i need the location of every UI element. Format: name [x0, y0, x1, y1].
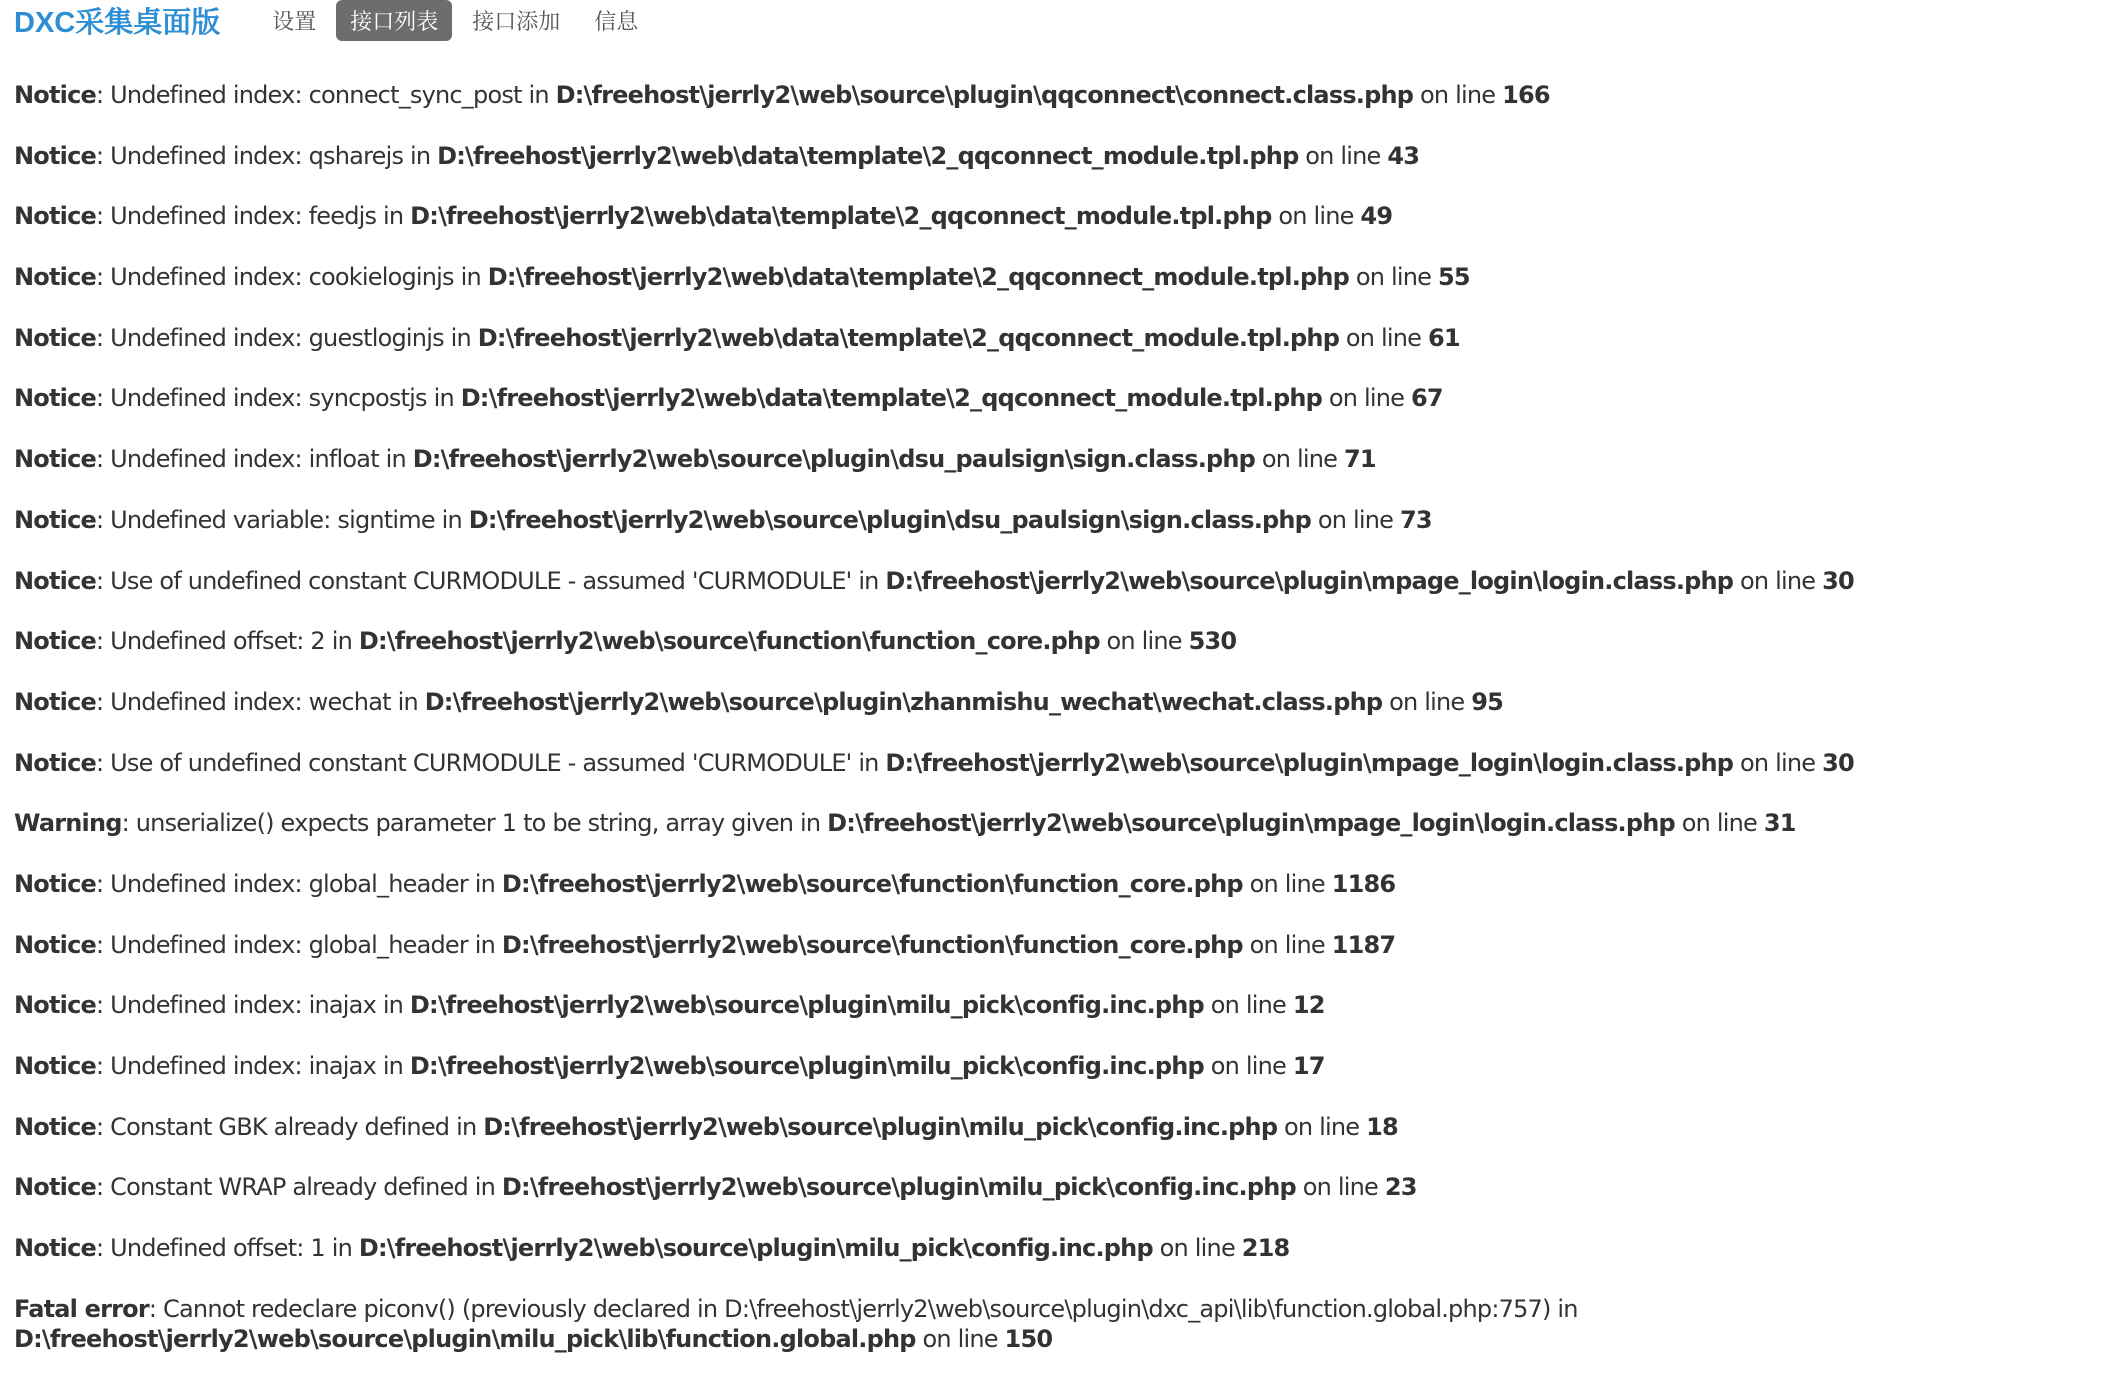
message-file: D:\freehost\jerrly2\web\source\plugin\mpage_login\login.class.php	[827, 809, 1675, 838]
message-file: D:\freehost\jerrly2\web\data\template\2_qqconnect_module.tpl.php	[460, 384, 1323, 413]
log-message: Notice: Use of undefined constant CURMODULE - assumed 'CURMODULE' in D:\freehost\jerrly2\web\source\plugin\mpage_login\login.class.php on line 30	[14, 748, 1854, 777]
message-line: 218	[1241, 1234, 1290, 1263]
log-message: Notice: Undefined index: cookieloginjs in D:\freehost\jerrly2\web\data\template\2_qqconnect_module.tpl.php on line 55	[14, 263, 1470, 292]
message-sep-in: in	[434, 505, 469, 534]
message-sep-in: in	[449, 1112, 484, 1141]
message-text: Undefined index: connect_sync_post	[110, 81, 522, 109]
message-sep-on-line: on line	[1311, 505, 1400, 534]
message-file: D:\freehost\jerrly2\web\source\plugin\mpage_login\login.class.php	[885, 748, 1734, 777]
message-text: Undefined offset: 1	[110, 1234, 325, 1263]
message-text: Undefined index: inajax	[110, 991, 376, 1020]
message-text: Undefined index: syncpostjs	[110, 384, 427, 413]
message-line: 23	[1384, 1173, 1417, 1202]
message-line: 1186	[1331, 869, 1396, 898]
message-sep-in: in	[851, 748, 886, 777]
log-message: Warning: unserialize() expects parameter 1 to be string, array given in D:\freehost\jerrly2\web\source\plugin\mpage_login\login.class.php on line 31	[14, 809, 1796, 838]
message-text: unserialize() expects parameter 1 to be string, array given	[135, 809, 794, 838]
message-text: Use of undefined constant CURMODULE - assumed 'CURMODULE'	[110, 566, 852, 595]
message-file: D:\freehost\jerrly2\web\source\plugin\milu_pick\config.inc.php	[501, 1173, 1296, 1202]
message-file: D:\freehost\jerrly2\web\source\plugin\dsu_paulsign\sign.class.php	[412, 445, 1256, 474]
message-text: Undefined index: cookieloginjs	[110, 263, 454, 292]
nav-item-settings[interactable]: 设置	[272, 9, 317, 35]
message-sep-on-line: on line	[1733, 566, 1823, 595]
message-file: D:\freehost\jerrly2\web\source\plugin\milu_pick\config.inc.php	[409, 1052, 1204, 1080]
message-text: Undefined variable: signtime	[110, 505, 435, 534]
message-text: Undefined index: qsharejs	[110, 141, 404, 170]
app-brand: DXC采集桌面版	[14, 6, 221, 39]
message-sep-in: in	[521, 81, 556, 109]
message-sep-on-line: on line	[1413, 81, 1503, 109]
message-sep-on-line: on line	[1203, 991, 1293, 1020]
message-sep-on-line: on line	[1322, 384, 1411, 413]
message-text: Undefined index: global_header	[110, 869, 468, 898]
message-file: D:\freehost\jerrly2\web\source\plugin\milu_pick\config.inc.php	[358, 1234, 1153, 1263]
message-sep-on-line: on line	[1674, 809, 1764, 838]
message-sep-in: in	[403, 141, 438, 170]
message-text: Cannot redeclare piconv() (previously declared in D:\freehost\jerrly2\web\source\plugin\dxc_api\lib\function.global.php:757)	[163, 1294, 1551, 1323]
message-level: Notice	[14, 1052, 96, 1080]
log-message: Notice: Undefined index: inajax in D:\freehost\jerrly2\web\source\plugin\milu_pick\config.inc.php on line 12	[14, 991, 1325, 1020]
nav-item-interface-list[interactable]: 接口列表	[336, 0, 452, 41]
message-sep-on-line: on line	[1203, 1052, 1293, 1080]
log-message: Notice: Undefined index: inajax in D:\freehost\jerrly2\web\source\plugin\milu_pick\config.inc.php on line 17	[14, 1052, 1325, 1080]
message-sep-in: in	[426, 384, 461, 413]
log-message: Notice: Undefined index: global_header in D:\freehost\jerrly2\web\source\function\function_core.php on line 1186	[14, 869, 1396, 898]
message-file: D:\freehost\jerrly2\web\data\template\2_qqconnect_module.tpl.php	[487, 263, 1350, 292]
message-text: Undefined offset: 2	[110, 627, 325, 656]
message-level: Notice	[14, 869, 96, 898]
message-file: D:\freehost\jerrly2\web\data\template\2_qqconnect_module.tpl.php	[410, 202, 1272, 231]
message-line: 17	[1292, 1052, 1325, 1080]
message-line: 150	[1004, 1324, 1053, 1353]
message-sep-in: in	[793, 809, 828, 838]
message-sep-on-line: on line	[1242, 930, 1332, 959]
message-line: 31	[1763, 809, 1796, 838]
message-level: Notice	[14, 1234, 96, 1263]
message-sep-in: in	[1550, 1294, 1578, 1323]
message-sep-on-line: on line	[1271, 202, 1361, 231]
message-level: Notice	[14, 991, 96, 1020]
message-file: D:\freehost\jerrly2\web\source\function\function_core.php	[358, 627, 1100, 656]
message-line: 71	[1343, 445, 1376, 474]
log-message: Notice: Undefined index: guestloginjs in D:\freehost\jerrly2\web\data\template\2_qqconnect_module.tpl.php on line 61	[14, 323, 1460, 352]
message-level: Notice	[14, 1173, 96, 1202]
message-text: Undefined index: global_header	[110, 930, 468, 959]
message-sep-on-line: on line	[1152, 1234, 1242, 1263]
message-file: D:\freehost\jerrly2\web\source\plugin\milu_pick\lib\function.global.php	[14, 1324, 916, 1353]
message-sep-in: in	[443, 323, 478, 352]
message-line: 166	[1502, 81, 1550, 109]
log-message: Notice: Undefined index: wechat in D:\freehost\jerrly2\web\source\plugin\zhanmishu_wechat\wechat.class.php on line 95	[14, 687, 1503, 716]
message-level: Notice	[14, 627, 96, 656]
message-level: Notice	[14, 566, 96, 595]
message-sep-on-line: on line	[1277, 1112, 1367, 1141]
message-level: Notice	[14, 930, 96, 959]
nav-item-interface-add[interactable]: 接口添加	[472, 9, 561, 35]
message-sep-on-line: on line	[1382, 687, 1472, 716]
message-sep-in: in	[467, 930, 502, 959]
message-sep-in: in	[375, 1052, 410, 1080]
message-sep-on-line: on line	[1295, 1173, 1385, 1202]
message-text: Use of undefined constant CURMODULE - assumed 'CURMODULE'	[110, 748, 852, 777]
message-level: Notice	[14, 263, 96, 292]
message-level: Notice	[14, 202, 96, 231]
message-level: Notice	[14, 81, 96, 109]
error-log	[14, 80, 2116, 1384]
message-line: 43	[1387, 141, 1420, 170]
message-line: 49	[1360, 202, 1393, 231]
message-sep-in: in	[376, 202, 411, 231]
message-file: D:\freehost\jerrly2\web\source\plugin\qqconnect\connect.class.php	[555, 81, 1414, 109]
top-bar	[14, 0, 658, 40]
message-sep-on-line: on line	[915, 1324, 1005, 1353]
message-sep-in: in	[390, 687, 425, 716]
nav-item-info[interactable]: 信息	[594, 9, 639, 35]
message-text: Undefined index: wechat	[110, 687, 391, 716]
log-message: Notice: Undefined offset: 1 in D:\freehost\jerrly2\web\source\plugin\milu_pick\config.inc.php on line 218	[14, 1234, 1290, 1263]
message-file: D:\freehost\jerrly2\web\data\template\2_qqconnect_module.tpl.php	[437, 141, 1299, 170]
message-level: Notice	[14, 384, 96, 413]
message-sep-in: in	[453, 263, 488, 292]
message-line: 55	[1437, 263, 1470, 292]
message-line: 30	[1822, 566, 1854, 595]
message-file: D:\freehost\jerrly2\web\data\template\2_qqconnect_module.tpl.php	[477, 323, 1340, 352]
log-message: Notice: Constant WRAP already defined in D:\freehost\jerrly2\web\source\plugin\milu_pick\config.inc.php on line 23	[14, 1173, 1417, 1202]
message-sep-on-line: on line	[1099, 627, 1189, 656]
log-message: Notice: Undefined index: feedjs in D:\freehost\jerrly2\web\data\template\2_qqconnect_module.tpl.php on line 49	[14, 202, 1393, 231]
message-file: D:\freehost\jerrly2\web\source\plugin\mpage_login\login.class.php	[885, 566, 1734, 595]
message-sep-in: in	[324, 627, 359, 656]
message-file: D:\freehost\jerrly2\web\source\plugin\dsu_paulsign\sign.class.php	[468, 505, 1312, 534]
message-text: Undefined index: inajax	[110, 1052, 376, 1080]
message-line: 530	[1188, 627, 1237, 656]
message-level: Notice	[14, 687, 96, 716]
message-level: Notice	[14, 323, 96, 352]
message-file: D:\freehost\jerrly2\web\source\function\function_core.php	[501, 869, 1243, 898]
log-message: Notice: Undefined index: infloat in D:\freehost\jerrly2\web\source\plugin\dsu_paulsign\sign.class.php on line 71	[14, 445, 1376, 474]
message-line: 12	[1292, 991, 1325, 1020]
message-sep-in: in	[375, 991, 410, 1020]
message-level: Notice	[14, 445, 96, 474]
message-line: 1187	[1331, 930, 1396, 959]
message-file: D:\freehost\jerrly2\web\source\plugin\zhanmishu_wechat\wechat.class.php	[424, 687, 1383, 716]
message-text: Constant WRAP already defined	[110, 1173, 468, 1202]
message-level: Fatal error	[14, 1294, 149, 1323]
message-sep-on-line: on line	[1339, 323, 1428, 352]
message-text: Undefined index: feedjs	[110, 202, 377, 231]
message-level: Notice	[14, 505, 96, 534]
message-sep-in: in	[324, 1234, 359, 1263]
message-level: Notice	[14, 141, 96, 170]
message-text: Undefined index: infloat	[110, 445, 379, 474]
message-sep-in: in	[378, 445, 413, 474]
log-message: Notice: Constant GBK already defined in D:\freehost\jerrly2\web\source\plugin\milu_pick\config.inc.php on line 18	[14, 1112, 1398, 1141]
log-message: Notice: Use of undefined constant CURMODULE - assumed 'CURMODULE' in D:\freehost\jerrly2\web\source\plugin\mpage_login\login.class.php on line 30	[14, 566, 1854, 595]
log-message: Notice: Undefined index: syncpostjs in D:\freehost\jerrly2\web\data\template\2_qqconnect_module.tpl.php on line 67	[14, 384, 1443, 413]
message-sep-in: in	[467, 869, 502, 898]
message-sep-in: in	[467, 1173, 502, 1202]
log-message: Notice: Undefined index: qsharejs in D:\freehost\jerrly2\web\data\template\2_qqconnect_module.tpl.php on line 43	[14, 141, 1420, 170]
message-text: Undefined index: guestloginjs	[110, 323, 444, 352]
message-sep-on-line: on line	[1733, 748, 1823, 777]
message-file: D:\freehost\jerrly2\web\source\plugin\milu_pick\config.inc.php	[409, 991, 1204, 1020]
message-sep-on-line: on line	[1255, 445, 1344, 474]
log-message: Notice: Undefined index: connect_sync_post in D:\freehost\jerrly2\web\source\plugin\qqconnect\connect.class.php on line 166	[14, 81, 1550, 109]
log-message: Notice: Undefined variable: signtime in D:\freehost\jerrly2\web\source\plugin\dsu_paulsign\sign.class.php on line 73	[14, 505, 1432, 534]
message-line: 30	[1822, 748, 1854, 777]
message-file: D:\freehost\jerrly2\web\source\function\function_core.php	[501, 930, 1243, 959]
fatal-error-message: Fatal error: Cannot redeclare piconv() (previously declared in D:\freehost\jerrly2\web\source\plugin\dxc_api\lib\function.global.php:757) in D:\freehost\jerrly2\web\source\plugin\milu_pick\lib\function.global.php on line 150	[14, 1294, 1578, 1353]
message-sep-on-line: on line	[1349, 263, 1438, 292]
message-level: Warning	[14, 809, 122, 838]
message-line: 18	[1366, 1112, 1398, 1141]
message-sep-in: in	[851, 566, 886, 595]
message-sep-on-line: on line	[1242, 869, 1332, 898]
message-line: 73	[1399, 505, 1432, 534]
main-nav	[258, 0, 658, 41]
log-message: Notice: Undefined index: global_header in D:\freehost\jerrly2\web\source\function\function_core.php on line 1187	[14, 930, 1396, 959]
message-level: Notice	[14, 748, 96, 777]
message-file: D:\freehost\jerrly2\web\source\plugin\milu_pick\config.inc.php	[483, 1112, 1278, 1141]
message-line: 95	[1471, 687, 1503, 716]
log-message: Notice: Undefined offset: 2 in D:\freehost\jerrly2\web\source\function\function_core.php on line 530	[14, 627, 1237, 656]
message-line: 67	[1410, 384, 1443, 413]
message-level: Notice	[14, 1112, 96, 1141]
message-line: 61	[1427, 323, 1460, 352]
message-text: Constant GBK already defined	[110, 1112, 450, 1141]
message-sep-on-line: on line	[1298, 141, 1388, 170]
